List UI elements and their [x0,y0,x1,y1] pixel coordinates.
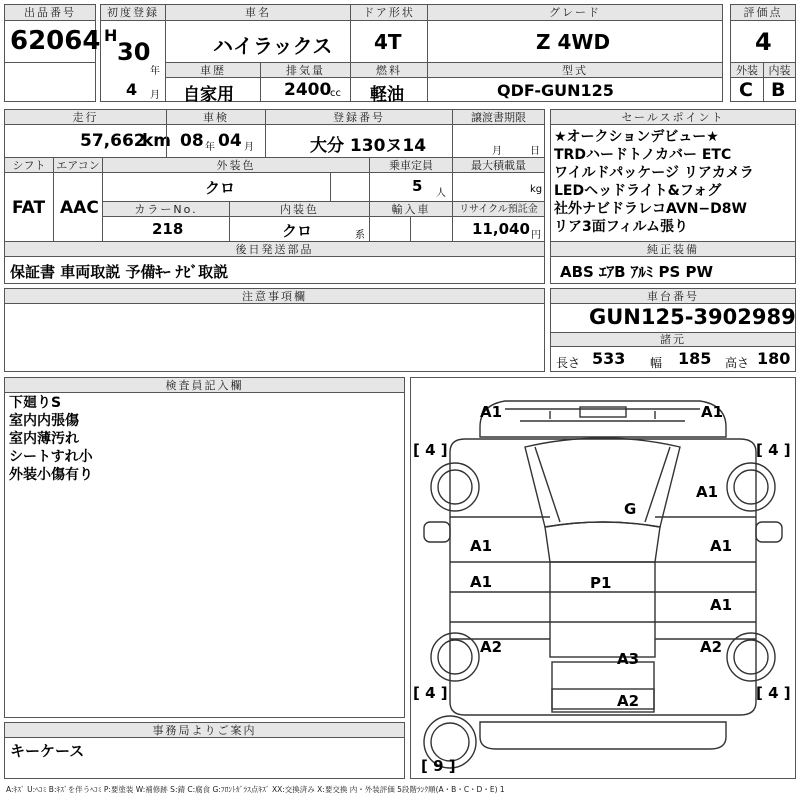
hood [525,438,680,527]
fuel-header: 燃料 [350,62,428,78]
damage-mark: A1 [710,596,733,614]
wheel-rl-hub [438,640,472,674]
ext-header: 外装 [730,62,764,78]
capacity: 5 [412,177,423,195]
windshield [545,522,660,562]
sales-point: ワイルドパッケージ リアカメラ [554,165,754,181]
transfer-day-unit: 日 [530,146,540,157]
shift-header: シフト [4,157,54,173]
inspection-month: 04 [218,131,242,151]
first-reg-header: 初度登録 [100,4,166,21]
tire-depth: [ 4 ] [413,441,448,459]
spare-wheel-hub [431,723,469,761]
lot-no-header: 出品番号 [4,4,96,21]
recycle-unit: 円 [531,230,541,241]
dims-header: 諸元 [550,332,796,347]
history: 自家用 [183,85,234,105]
displacement-header: 排気量 [260,62,351,78]
sales-points-header: セールスポイント [550,109,796,125]
mileage-header: 走行 [4,109,167,125]
damage-mark: A1 [710,537,733,555]
wheel-fl-hub [438,470,472,504]
sales-point: ★オークションデビュー★ [554,129,719,145]
displacement: 2400 [284,80,332,100]
damage-mark: A1 [701,403,724,421]
inspector-note: 下廻りS [9,395,62,411]
tire-depth: [ 4 ] [756,684,791,702]
import-cell-split [369,216,411,242]
damage-mark: G [624,500,637,518]
recycle: 11,040 [472,220,530,238]
equipment-header: 純正装備 [550,241,796,257]
sales-point: TRDハードトノカバー ETC [554,147,732,163]
tire-depth: [ 4 ] [413,684,448,702]
damage-mark: A2 [480,638,503,656]
ac-header: エアコン [53,157,103,173]
score: 4 [755,28,772,56]
sales-points-list [554,128,754,236]
capacity-unit: 人 [436,188,446,199]
inspection-year: 08 [180,131,204,151]
damage-mark: A1 [480,403,503,421]
door-type: 4T [374,30,402,54]
damage-mark: A2 [700,638,723,656]
reg-month: 4 [126,80,138,99]
displacement-unit: cc [330,88,341,99]
tire-depth: [ 4 ] [756,441,791,459]
length: 533 [592,349,626,368]
int-color: クロ [282,222,313,240]
color-no: 218 [152,220,184,238]
int-header: 内装 [763,62,796,78]
later-parts: 保証書 車両取説 予備ｷｰ ﾅﾋﾞ取説 [10,263,229,281]
hood-line [535,447,670,522]
reg-year: 30 [117,38,151,66]
inspector-list [9,394,93,484]
damage-mark: A1 [470,537,493,555]
fuel: 軽油 [370,85,404,105]
int-grade: B [771,79,786,101]
reg-no-header: 登録番号 [265,109,453,125]
grade: Z 4WD [536,30,611,54]
damage-mark: P1 [590,574,612,592]
inspection-month-unit: 月 [244,142,254,153]
length-label: 長さ [556,356,581,370]
width-label: 幅 [650,356,663,370]
int-color-header: 内装色 [229,201,370,217]
sales-point: LEDヘッドライト&フォグ [554,183,722,199]
load-header: 最大積載量 [452,157,545,173]
legend: A:ｷｽﾞ U:ﾍｺﾐ B:ｷｽﾞを伴うﾍｺﾐ P:要塗装 W:補修跡 S:錆 C:腐食 G:ﾌﾛﾝﾄｶﾞﾗｽ点ｷｽﾞ XX:交換済み X:要交換 内・外装評価 5段階ﾗﾝｸ順(A・B・C・D・E) 1 [6,785,505,794]
mileage: 57,662 [80,131,146,151]
wheel-rr-hub [734,640,768,674]
inspector-note: シートすれ小 [9,449,93,465]
left-mirror [424,522,450,542]
reg-no: 大分 130ヌ14 [310,136,427,156]
width: 185 [678,349,712,368]
office-note: キーケース [10,742,85,760]
shift: FAT [12,198,46,218]
car-name: ハイラックス [213,34,333,58]
inspector-note: 室内内張傷 [9,413,79,429]
ext-grade: C [739,79,753,101]
door-header: ドア形状 [350,4,428,21]
damage-mark: A1 [470,573,493,591]
right-side [655,517,756,639]
color-no-header: カラーNo. [102,201,230,217]
era: H [104,26,118,45]
mileage-unit: km [142,131,172,151]
right-mirror [756,522,782,542]
height: 180 [757,349,791,368]
height-label: 高さ [725,356,750,370]
score-header: 評価点 [730,4,796,21]
chassis-no: GUN125-3902989 [589,305,796,329]
recycle-header: リサイクル預託金 [452,201,545,217]
color-header: 外装色 [102,157,370,173]
sales-point: 社外ナビドラレコAVN−D8W [554,201,747,217]
inspection-header: 車検 [166,109,266,125]
lot-no: 62064 [10,26,101,56]
name-header: 車名 [165,4,351,21]
equipment: ABS ｴｱB ｱﾙﾐ PS PW [560,263,714,281]
load-unit: kg [530,184,543,195]
wheel-fr-hub [734,470,768,504]
cab-lines [550,592,655,622]
damage-mark: A3 [617,650,640,668]
rear-bumper [480,722,726,749]
grade-header: グレード [427,4,723,21]
transfer-month-unit: 月 [492,146,502,157]
inspector-note: 室内薄汚れ [9,431,79,447]
office-header: 事務局よりご案内 [4,722,405,738]
capacity-header: 乗車定員 [369,157,453,173]
tire-depth: [ 9 ] [421,757,456,775]
color: クロ [205,179,236,197]
month-unit: 月 [150,90,160,101]
chassis-header: 車台番号 [550,288,796,304]
import-header: 輸入車 [369,201,453,217]
ac: AAC [60,198,99,218]
sales-point: リア3面フィルム張り [554,219,689,235]
damage-mark: A2 [617,692,640,710]
lot-no-blank [4,62,96,102]
left-side [450,517,550,639]
notes-header: 注意事項欄 [4,288,545,304]
color-cell-split [330,172,370,202]
front-grille [505,409,700,421]
model-header: 型式 [427,62,723,78]
transfer-header: 譲渡書期限 [452,109,545,125]
notes-box [4,303,545,372]
inspection-year-unit: 年 [205,142,215,153]
inspector-header: 検査員記入欄 [4,377,405,393]
damage-mark: A1 [696,483,719,501]
inspector-note: 外装小傷有り [9,467,93,483]
later-parts-header: 後日発送部品 [4,241,545,257]
history-header: 車歴 [165,62,261,78]
int-color-unit: 系 [355,230,365,241]
year-unit: 年 [150,66,160,77]
model: QDF-GUN125 [497,81,614,100]
